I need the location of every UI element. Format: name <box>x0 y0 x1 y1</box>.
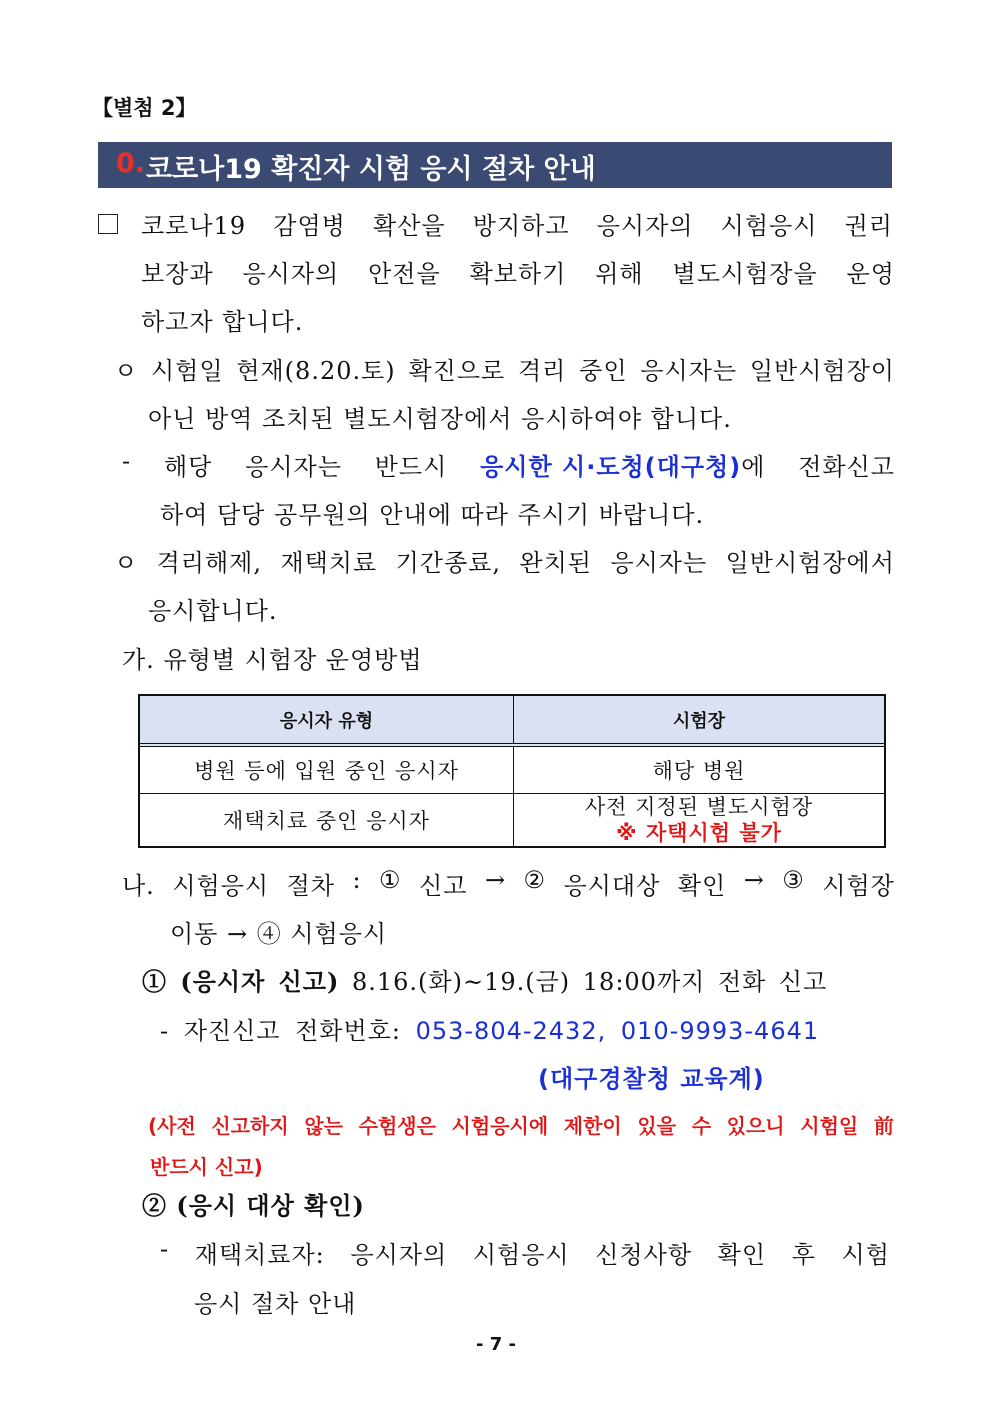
section-na-line-2: 이동 → ④ 시험응시 <box>170 920 388 948</box>
section-ga-heading: 가. 유형별 시험장 운영방법 <box>122 646 423 674</box>
word: 현재(8.20.토) <box>236 357 396 385</box>
word: 시험일 <box>150 357 224 385</box>
dash1-dash: - <box>122 447 132 475</box>
word: 위해 <box>595 260 644 288</box>
table-row <box>140 747 884 794</box>
word: 시험일 <box>800 1114 859 1138</box>
word: 재택치료 <box>280 549 378 577</box>
table-cell-type: 재택치료 중인 응시자 <box>140 794 514 846</box>
word: 응시자의 <box>596 212 694 240</box>
word: 완치된 <box>519 549 592 577</box>
word: 있으니 <box>726 1114 785 1138</box>
word: 응시자는 <box>610 549 708 577</box>
phone-office: (대구경찰청 교육계) <box>538 1065 765 1093</box>
word: 격리해제, <box>156 549 262 577</box>
word: 시험응시에 <box>451 1114 549 1138</box>
word: 재택치료자: <box>194 1241 325 1269</box>
dash1-line-2: 하여 담당 공무원의 안내에 따라 주시기 바랍니다. <box>160 501 705 529</box>
phone-line <box>160 1011 819 1046</box>
word: 응시자는 <box>640 357 738 385</box>
word: 신청사항 <box>595 1241 692 1269</box>
attachment-label: 【별첨 2】 <box>92 96 197 120</box>
intro-line-2 <box>141 254 895 289</box>
word: ③ <box>782 866 805 894</box>
word: 않는 <box>304 1114 343 1138</box>
word: 시험응시 <box>172 872 270 900</box>
word: 격리 <box>517 357 567 385</box>
word: 운영 <box>846 260 895 288</box>
table-header-cell: 시험장 <box>672 710 726 732</box>
word: → <box>484 866 507 894</box>
word: 후 <box>791 1241 816 1269</box>
word: 방지하고 <box>472 212 570 240</box>
warning-line-2: 반드시 신고) <box>150 1155 263 1179</box>
table-cell-type: 병원 등에 입원 중인 응시자 <box>140 747 514 793</box>
table-row <box>140 794 884 846</box>
word: 신고 <box>419 872 468 900</box>
intro-line-1 <box>141 206 893 241</box>
table-cell-venue <box>514 794 884 846</box>
word: 수험생은 <box>358 1114 436 1138</box>
word: → <box>743 866 765 894</box>
page-title: 코로나19 확진자 시험 응시 절차 안내 <box>146 154 596 185</box>
phone-label: - 자진신고 전화번호: <box>160 1017 401 1045</box>
checkbox-square-icon <box>98 214 118 234</box>
word: 시험응시 <box>472 1241 570 1269</box>
table-header-cell: 응시자 유형 <box>140 696 514 743</box>
phone-numbers: 053-804-2432, 010-9993-4641 <box>415 1017 820 1045</box>
word: 응시자의 <box>350 1241 448 1269</box>
word: 절차 <box>286 872 335 900</box>
step2-line-2: 응시 절차 안내 <box>194 1290 357 1318</box>
word: (사전 <box>148 1114 196 1138</box>
contact-office-highlight: 응시한 시·도청(대구청) <box>480 453 742 481</box>
word: 나. <box>122 872 155 900</box>
word: 별도시험장을 <box>672 260 818 288</box>
word: 일반시험장이 <box>749 357 895 385</box>
word: 수 <box>691 1114 712 1138</box>
word: 중인 <box>579 357 628 385</box>
dash1-word: 에 <box>741 453 766 481</box>
venue-table <box>138 694 886 848</box>
bullet1-line-1 <box>114 351 895 386</box>
word: 일반시험장에서 <box>725 549 895 577</box>
word: 확산을 <box>373 212 446 240</box>
word: 있을 <box>637 1114 677 1138</box>
word: 확진으로 <box>408 357 506 385</box>
word: 확보하기 <box>469 260 567 288</box>
word: ② <box>523 866 547 894</box>
dash1-word: 해당 <box>163 453 213 481</box>
table-header-row <box>140 696 884 747</box>
word: - <box>160 1235 170 1263</box>
dash1-word: 반드시 <box>374 453 448 481</box>
word: 응시대상 <box>563 872 661 900</box>
bullet2-line-1 <box>114 543 895 578</box>
word: 시험 <box>841 1241 890 1269</box>
dash1-line-1 <box>122 447 895 482</box>
word: : <box>352 866 362 894</box>
word: 前 <box>873 1114 894 1138</box>
word: 확인 <box>677 872 727 900</box>
bullet2-line-2: 응시합니다. <box>148 597 278 625</box>
word: 안전을 <box>368 260 441 288</box>
title-banner <box>98 142 892 188</box>
dash1-word: 응시자는 <box>245 453 342 481</box>
word: ① <box>379 866 402 894</box>
step1-heading: ① (응시자 신고) <box>142 967 340 996</box>
word: 감염병 <box>273 212 346 240</box>
word: 응시자의 <box>242 260 340 288</box>
word: ㅇ <box>114 357 139 385</box>
word: 시험응시 <box>720 212 818 240</box>
title-number: 0. <box>116 148 146 179</box>
word: 보장과 <box>141 260 214 288</box>
dash1-word: 전화신고 <box>798 453 895 481</box>
word: 확인 <box>717 1241 767 1269</box>
section-na-line-1 <box>122 866 895 901</box>
warning-line-1 <box>148 1110 894 1139</box>
word: 제한이 <box>563 1114 622 1138</box>
intro-line-3: 하고자 합니다. <box>141 308 304 336</box>
step2-heading: ② (응시 대상 확인) <box>142 1191 365 1220</box>
step1-line <box>142 962 827 997</box>
word: 권리 <box>844 212 893 240</box>
word: 시험장 <box>822 872 895 900</box>
word: 코로나19 <box>141 212 247 240</box>
table-cell-note: ※ 자택시험 불가 <box>616 821 782 845</box>
word: 기간종료, <box>395 549 501 577</box>
word: ㅇ <box>114 549 139 577</box>
bullet1-line-2: 아닌 방역 조치된 별도시험장에서 응시하여야 합니다. <box>148 405 732 433</box>
table-cell-venue-text: 사전 지정된 별도시험장 <box>584 795 814 819</box>
word: 신고하지 <box>211 1114 289 1138</box>
step2-line-1 <box>160 1235 890 1270</box>
page-number: - 7 - <box>476 1334 516 1355</box>
table-cell-venue: 해당 병원 <box>652 759 746 783</box>
step1-text: 8.16.(화)~19.(금) 18:00까지 전화 신고 <box>351 968 828 996</box>
